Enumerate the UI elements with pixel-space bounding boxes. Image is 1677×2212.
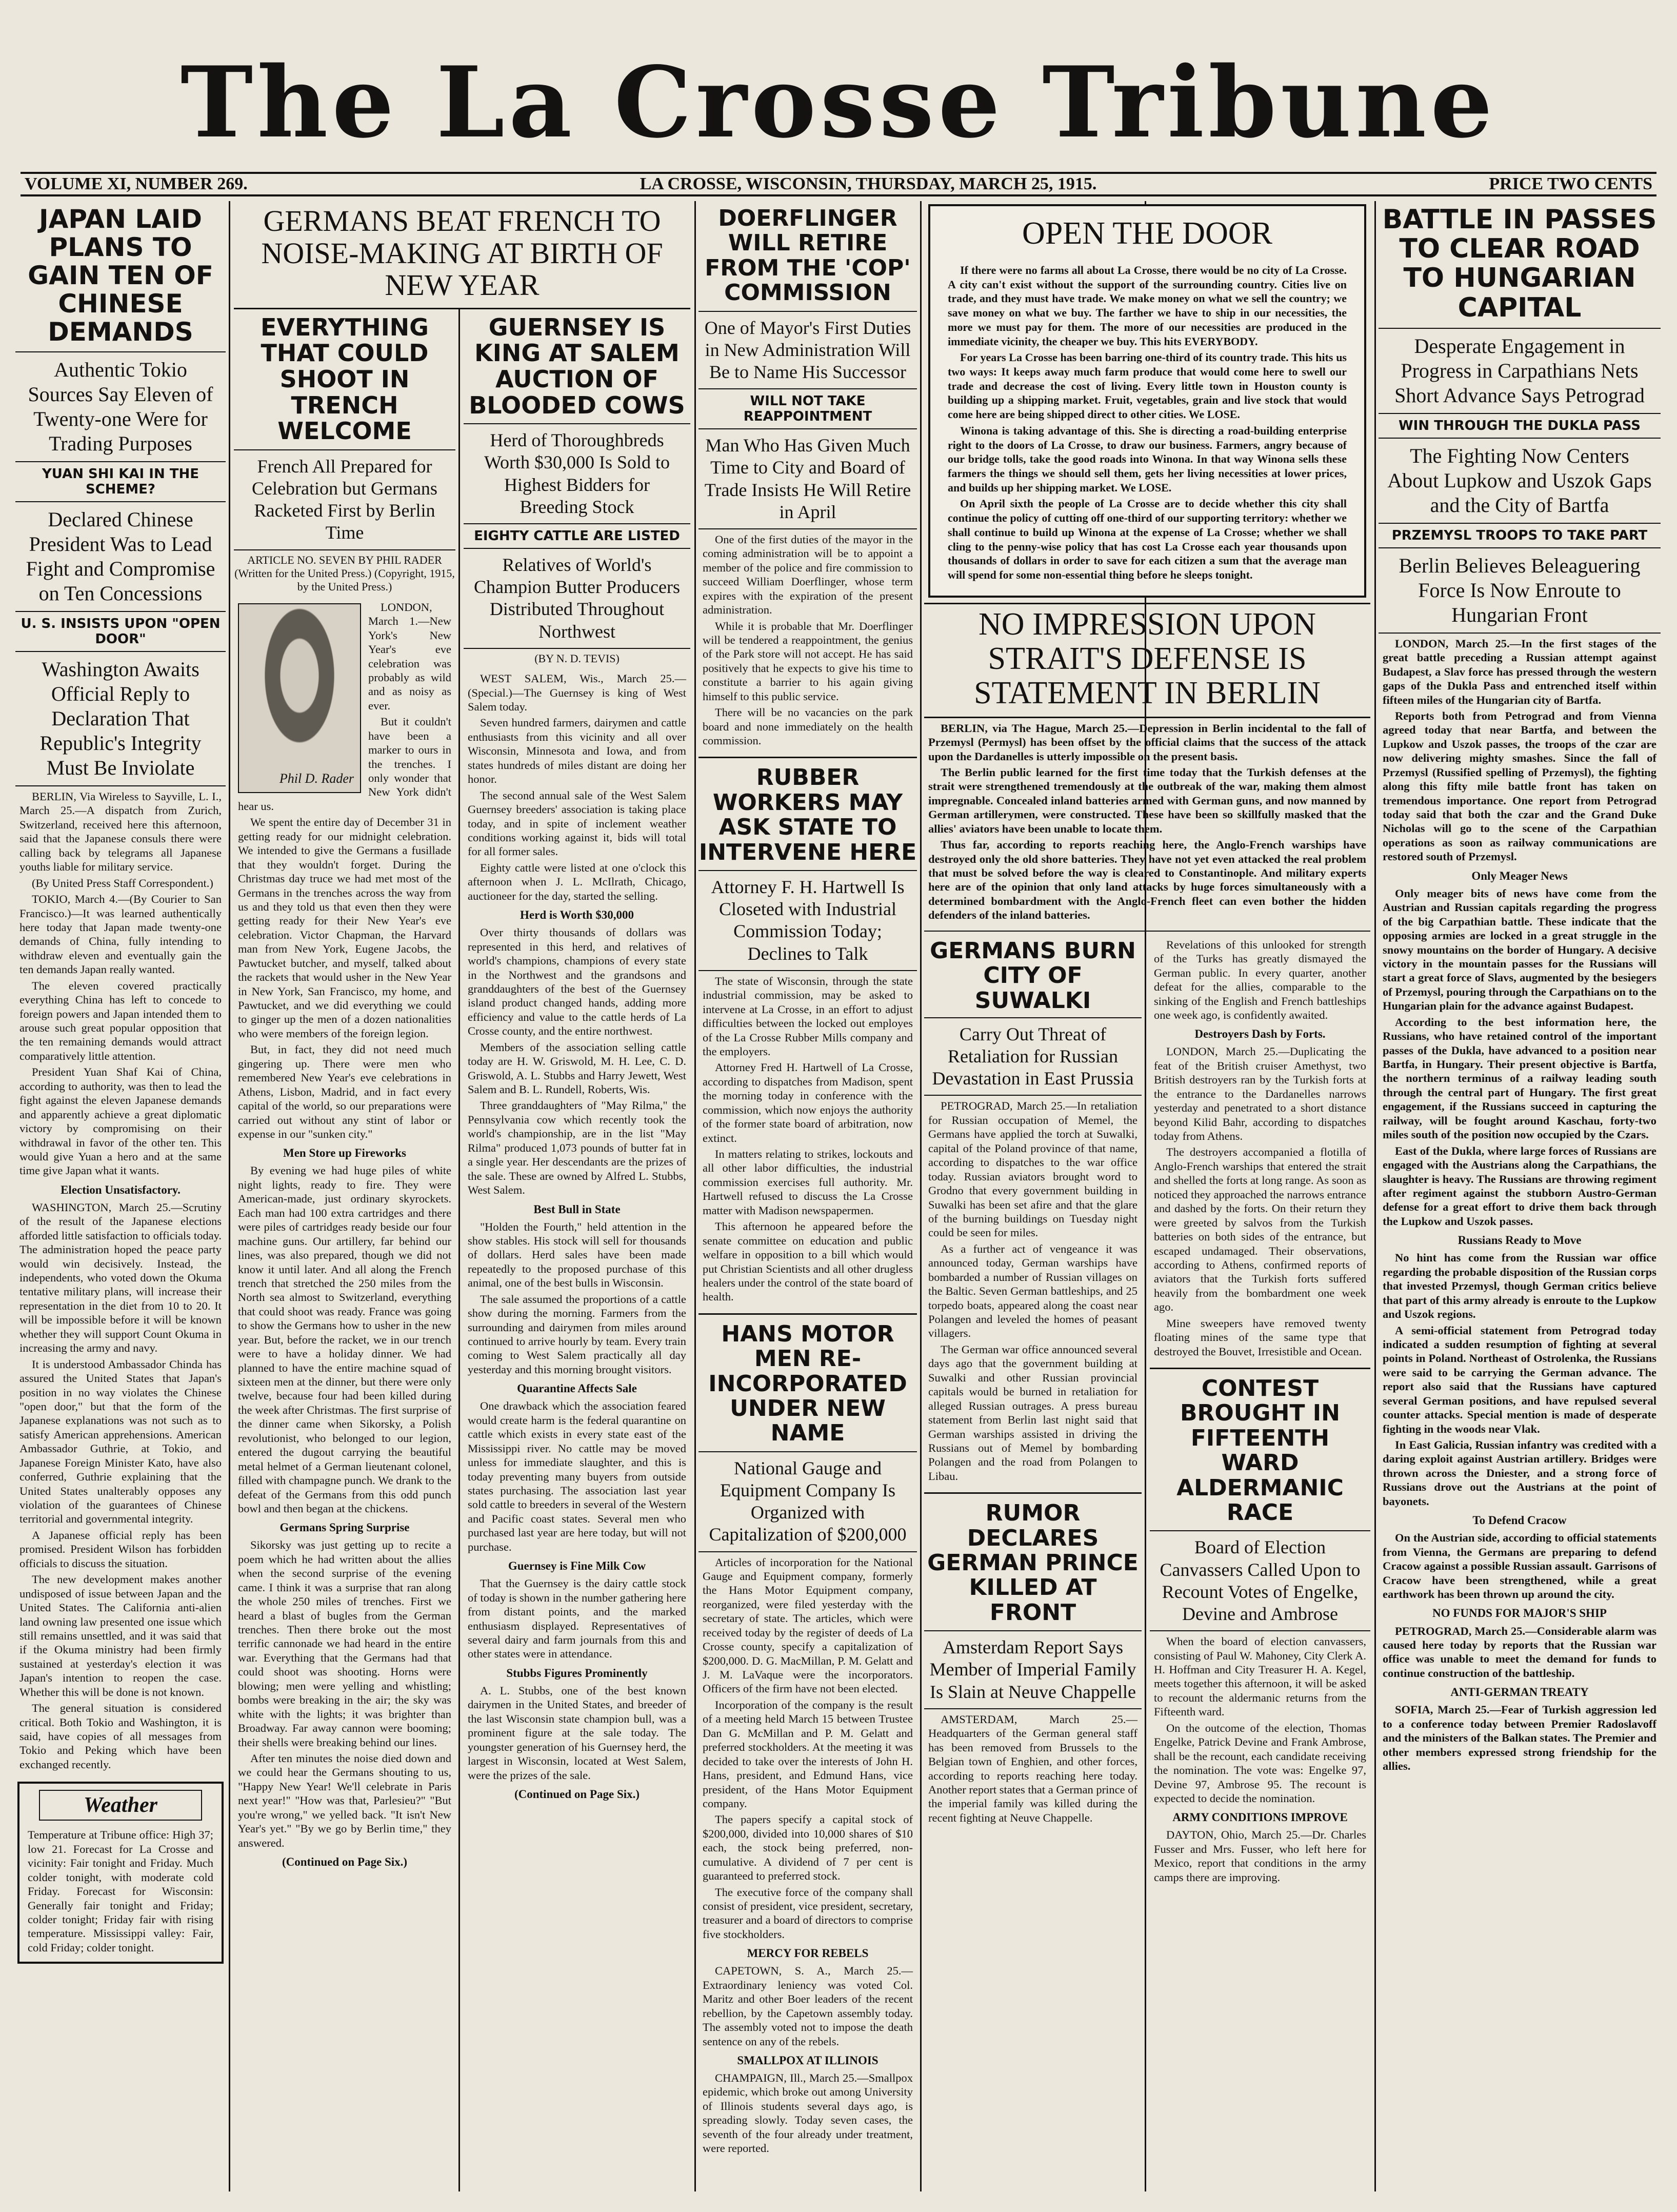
strait-article-body xyxy=(924,718,1370,927)
column-4 xyxy=(698,201,917,2191)
paragraph: The second annual sale of the West Salem Guernsey breeders' association is taking place today, and in spite of inclement weather conditions working against it, bids will total for all former sales. xyxy=(468,788,686,858)
paragraph: Revelations of this unlooked for strength of the Turks has greatly dismayed the German public. In every quarter, another defeat for the allies, comparable to the sinking of the English and French battleships one week ago, is confidently awaited. xyxy=(1154,938,1366,1021)
column-5-6 xyxy=(924,201,1370,2191)
paragraph: On the Austrian side, according to official statements from Vienna, the Germans are preparing to defend Cracow against a possible Russian assault. Garrisons of Cracow have been strengthened, while a great earthwork has been thrown up around the city. xyxy=(1383,1531,1656,1601)
paragraph: Eighty cattle were listed at one o'clock this afternoon when J. L. McIlrath, Chicago, auctioneer for the day, started the selling. xyxy=(468,861,686,902)
paragraph: The eleven covered practically everything China has left to concede to foreign powers and Japan intended them to arouse such great popular opposition that the ten remaining demands would attract comparatively little attention. xyxy=(19,979,222,1062)
crosshead: Stubbs Figures Prominently xyxy=(506,1666,648,1680)
japan-subhead-1: YUAN SHI KAI IN THE SCHEME? xyxy=(15,462,226,502)
crosshead: Best Bull in State xyxy=(533,1202,621,1216)
doerflinger-article-body xyxy=(698,529,917,753)
rubber-deck: Attorney F. H. Hartwell Is Closeted with Industrial Commission Today; Declines to Talk xyxy=(698,871,917,971)
paragraph: AMSTERDAM, March 25.—Headquarters of the German general staff has been removed from Brussels to the Belgian town of Enghien, and other forces, according to reports reaching here today. Another report states that a German prince of the imperial family was killed during the recent fighting at Neuve Chappelle. xyxy=(928,1712,1137,1824)
doerflinger-deck: One of Mayor's First Duties in New Administration Will Be to Name His Successor xyxy=(698,312,917,390)
paragraph: WASHINGTON, March 25.—Scrutiny of the result of the Japanese elections afforded little satisfaction to officials today. The administration hoped the peace party would win decisively. Instead, the independents, who voted down the Okuma tentative military plans, will increase their representation in the diet from 10 to 20. It will be impossible before it will be known whether they will support Count Okuma in increasing the army and navy. xyxy=(19,1200,222,1355)
crosshead: To Defend Cracow xyxy=(1472,1514,1567,1527)
hans-article-body xyxy=(698,1552,917,2161)
paragraph: East of the Dukla, where large forces of Russians are engaged with the Austrians along the Carpathians, the slaughter is heavy. The Russians are throwing regiment after regiment against the stubborn Austro-German defense for a great effort to drive them back through the Lupkow and Uszok passes. xyxy=(1383,1144,1656,1228)
crosshead: Men Store up Fireworks xyxy=(283,1147,406,1160)
paragraph: Mine sweepers have removed twenty floating mines of the same type that destroyed the Bouvet, Irresistible and Ocean. xyxy=(1154,1316,1366,1358)
section-rule xyxy=(1150,1368,1370,1369)
paragraph: Reports both from Petrograd and from Vienna agreed today that near Bartfa, and between the Lupkow and Uszok passes, the troops of the czar are now delivering mighty smashes. Since the fall of Przemysl (Russified spelling of Przemysl), the fighting along this fifty mile battle front has taken on tremendous importance. One report from Petrograd today said that both the czar and the Grand Duke Nicholas will go to the scene of the Carpathian operations as soon as railway communications are restored south of Przemysl. xyxy=(1383,709,1656,863)
column-rule xyxy=(458,309,460,2191)
crosshead: Quarantine Affects Sale xyxy=(517,1382,637,1395)
paragraph: The state of Wisconsin, through the state industrial commission, may be asked to intervene at La Crosse, in an effort to adjust difficulties between the locked out employes of the La Crosse Rubber Mills company and the employers. xyxy=(703,974,913,1058)
contest-headline: CONTEST BROUGHT IN FIFTEENTH WARD ALDERMANIC RACE xyxy=(1150,1373,1370,1531)
brief-headline: SMALLPOX AT ILLINOIS xyxy=(737,2054,879,2067)
crosshead: Destroyers Dash by Forts. xyxy=(1194,1028,1326,1041)
paragraph: After ten minutes the noise died down and we could hear the Germans shouting to us, "Happy New Year! We'll celebrate in Paris next year!" "How was that, Parlesieu?" "But you're wrong," we yelled back. "It isn't New Year's yet." "By we go by Berlin time," they answered. xyxy=(238,1751,451,1849)
paragraph: Sikorsky was just getting up to recite a poem which he had written about the allies when the second surprise of the evening came. I think it was a surprise that ran along the whole 250 miles of trenches. First we heard a blast of bugles from the German trenches. Then there broke out the most terrific cannonade we had heard in the entire war. Everything that the Germans had that could shoot was shooting. Horns were blowing; men were yelling and whistling; bombs were breaking in the air; the sky was white with the lights; it was brighter than Broadway. Far away cannon were booming; their shells were breaking behind our lines. xyxy=(238,1538,451,1749)
battle-deck-2: The Fighting Now Centers About Lupkow and Uszok Gaps and the City of Bartfa xyxy=(1379,439,1661,524)
section-rule xyxy=(924,931,1370,932)
battle-deck-3: Berlin Believes Beleaguering Force Is Now Enroute to Hungarian Front xyxy=(1379,548,1661,634)
battle-deck: Desperate Engagement in Progress in Carpathians Nets Short Advance Says Petrograd xyxy=(1379,329,1661,414)
everything-headline: EVERYTHING THAT COULD SHOOT IN TRENCH WELCOME xyxy=(234,309,455,450)
guernsey-deck: Herd of Thoroughbreds Worth $30,000 Is Sold to Highest Bidders for Breeding Stock xyxy=(464,424,690,524)
byline: ARTICLE NO. SEVEN BY PHIL RADER (Written for the United Press.) (Copyright, 1915, by the United Press.) xyxy=(234,553,455,594)
byline: (BY N. D. TEVIS) xyxy=(534,651,620,665)
japan-deck-3: Washington Awaits Official Reply to Declaration That Republic's Integrity Must Be Inviolate xyxy=(15,652,226,786)
hans-deck: National Gauge and Equipment Company Is Organized with Capitalization of $200,000 xyxy=(698,1452,917,1552)
paragraph: Only meager bits of news have come from the Austrian and Russian capitals regarding the progress of the big Carpathian battle. These indicate that the opposing armies are locked in a great struggle in the snowy mountains on the border of Hungary. A decisive victory in the mountain passes for the Russians will start a great force of Slavs, augmented by the besiegers of Przemysl, pouring through the Carpathians on to the Hungarian plain for the advance against Budapest. xyxy=(1383,886,1656,1013)
portrait-photo xyxy=(238,603,361,793)
editorial-title: OPEN THE DOOR xyxy=(1022,216,1272,251)
guernsey-deck-2: Relatives of World's Champion Butter Producers Distributed Throughout Northwest xyxy=(464,549,690,649)
japan-article-body xyxy=(15,786,226,1776)
paragraph: WEST SALEM, Wis., March 25.—(Special.)—The Guernsey is king of West Salem today. xyxy=(468,672,686,714)
doerflinger-headline: DOERFLINGER WILL RETIRE FROM THE 'COP' COMMISSION xyxy=(698,201,917,312)
paragraph: The general situation is considered critical. Both Tokio and Washington, it is said, have copies of all messages from Tokio and Peking which have been exchanged recently. xyxy=(19,1702,222,1771)
paragraph: That the Guernsey is the dairy cattle stock of today is shown in the number gathering here from distant points, and the marked enthusiasm displayed. Representatives of several dairy and farm journals from this and other states were in attendance. xyxy=(468,1577,686,1661)
column-rule xyxy=(694,201,696,2191)
section-rule xyxy=(924,1492,1142,1494)
paragraph: Incorporation of the company is the result of a meeting held March 15 between Trustee Dan G. McMillan and P. M. Gelatt and preferred stockholders. At the meeting it was decided to take over the interests of John H. Hans, president, and Edmund Hans, vice president, of the Hans Motor Equipment company. xyxy=(703,1698,913,1810)
paragraph: The German war office announced several days ago that the government building at Suwalki and other Russian provincial capitals would be burned in retaliation for alleged Russian outrages. A press bureau statement from Berlin last night said that German warships assisted in driving the Russians out of Memel by bombarding Polangen and the road from Polangen to Libau. xyxy=(928,1342,1137,1483)
paragraph: The executive force of the company shall consist of president, vice president, secretary, treasurer and a board of directors to comprise five stockholders. xyxy=(703,1885,913,1941)
prince-article-body xyxy=(924,1709,1142,1830)
paragraph: A. L. Stubbs, one of the best known dairymen in the United States, and breeder of the last Wisconsin state champion bull, was a prominent figure at the sale today. The youngster generation of his Guernsey herd, the largest in Wisconsin, located at West Salem, were the prizes of the sale. xyxy=(468,1684,686,1782)
brief-headline: ANTI-GERMAN TREATY xyxy=(1450,1686,1589,1699)
suwalki-headline: GERMANS BURN CITY OF SUWALKI xyxy=(924,935,1142,1018)
continued-line: (Continued on Page Six.) xyxy=(282,1855,408,1869)
strait-headline: NO IMPRESSION UPON STRAIT'S DEFENSE IS STATEMENT IN BERLIN xyxy=(924,603,1370,718)
column-rule xyxy=(229,201,230,2191)
paragraph: Thus far, according to reports reaching here, the Anglo-French warships have destroyed only the old shore batteries. They have not yet even attacked the real problem that must be solved before the way is cleared to Constantinople. And military experts here are of the opinion that only land attacks by huge forces simultaneously with a determined bombardment with the Anglo-French fleet can even bother the hidden defenders of the inland batteries. xyxy=(928,838,1366,922)
japan-deck-2: Declared Chinese President Was to Lead Fight and Compromise on Ten Concessions xyxy=(15,502,226,612)
crosshead: Guernsey is Fine Milk Cow xyxy=(508,1559,646,1573)
paragraph: LONDON, March 1.—New York's New Year's eve celebration was probably as wild and as noisy as ever. xyxy=(368,600,451,712)
paragraph: There will be no vacancies on the park board and none immediately on the health commission. xyxy=(703,706,913,747)
doerflinger-deck-2: Man Who Has Given Much Time to City and Board of Trade Insists He Will Retire in April xyxy=(698,429,917,529)
paragraph: On the outcome of the election, Thomas Engelke, Patrick Devine and Frank Ambrose, shall be the recount, each candidate receiving the nomination. The vote was: Engelke 97, Devine 97, Ambrose 95. The recount is expected to decide the nomination. xyxy=(1154,1721,1366,1805)
weather-body: Temperature at Tribune office: High 37; low 21. Forecast for La Crosse and vicinity: Fair tonight and Friday. Much colder tonight, with moderate cold Friday. Forecast for Wisconsin: Generally fair tonight and Friday; colder tonight; Friday fair with rising temperature. Mississippi valley: Fair, cold Friday; colder tonight. xyxy=(28,1828,213,1954)
paragraph: According to the best information here, the Russians, who have retained control of the important passes of the Dukla, have advanced to a position near Bartfa, in Hungary. Their present objective is Bartfa, the northern terminus of a railway leading south through the central part of Hungary. The first great engagement, if the Russians succeed in capturing the railway, will be fought around Kaschau, forty-two miles south of the position now occupied by the Czars. xyxy=(1383,1015,1656,1141)
rubber-headline: RUBBER WORKERS MAY ASK STATE TO INTERVENE HERE xyxy=(698,762,917,871)
column-rule xyxy=(1145,935,1146,2063)
paragraph: We spent the entire day of December 31 in getting ready for our midnight celebration. We intended to give the Germans a fusillade that they wouldn't forget. During the Christmas day truce we had met most of the Germans in the trenches across the way from us and they told us that even then they were getting ready for their New Year's eve celebration. Victor Chapman, the Harvard man from New York, Eugene Jacobs, the Pawtucket butcher, and myself, talked about the rackets that would usher in the New Year in New York, San Francisco, my home, and Pawtucket, and we did everything we could to ginger up the men of a dozen nationalities who were members of the foreign legion. xyxy=(238,816,451,1040)
weather-title: Weather xyxy=(39,1790,202,1821)
editorial-body xyxy=(944,260,1351,587)
paragraph: This afternoon he appeared before the senate committee on education and public welfare in opposition to a bill which would put Christian Scientists and all other drugless healers under the control of the state board of health. xyxy=(703,1220,913,1304)
paragraph: When the board of election canvassers, consisting of Paul W. Mahoney, City Clerk A. H. Hoffman and City Treasurer H. A. Kegel, meets together this afternoon, it will be asked to recount the aldermanic returns from the Fifteenth ward. xyxy=(1154,1635,1366,1719)
rubber-article-body xyxy=(698,971,917,1309)
column-1 xyxy=(15,201,226,2191)
paragraph: While it is probable that Mr. Doerflinger will be tendered a reappointment, the genius of the Park store will not accept. He has said positively that he expects to give his time to constitute a barrier to his again giving himself to this public service. xyxy=(703,619,913,703)
volume-number: VOLUME XI, NUMBER 269. xyxy=(25,174,248,193)
paragraph: DAYTON, Ohio, March 25.—Dr. Charles Fusser and Mrs. Fusser, who left here for Mexico, report that conditions in the army camps there are improving. xyxy=(1154,1828,1366,1884)
paragraph: One of the first duties of the mayor in the coming administration will be to appoint a member of the police and fire commission to succeed William Doerflinger, whose term expires with the expiration of the present administration. xyxy=(703,532,913,617)
paragraph: No hint has come from the Russian war office regarding the probable disposition of the Russian corps that invested Przemysl, though German critics believe that part of this army already is enroute to the Lupkow and Uszok regions. xyxy=(1383,1251,1656,1321)
column-rule xyxy=(920,201,922,2191)
price: PRICE TWO CENTS xyxy=(1489,174,1652,193)
contest-deck: Board of Election Canvassers Called Upon to Recount Votes of Engelke, Devine and Ambrose xyxy=(1150,1531,1370,1631)
battle-article-body xyxy=(1379,634,1661,1779)
weather-box xyxy=(17,1782,224,1964)
newspaper-title: The La Crosse Tribune xyxy=(180,45,1497,160)
paragraph: A Japanese official reply has been promised. President Wilson has forbidden officials to discuss the situation. xyxy=(19,1528,222,1570)
paragraph: If there were no farms all about La Crosse, there would be no city of La Crosse. A city can't exist without the support of the surrounding country. Cities live on trade, and they must have trade. We make money on what we sell the country; we save money on what we buy. The farther we have to ship in our necessities, the more we must pay for them. The more of our necessities are produced in the immediate vicinity, the cheaper we buy. This hits EVERYBODY. xyxy=(948,263,1347,348)
hans-headline: HANS MOTOR MEN RE-INCORPORATED UNDER NEW NAME xyxy=(698,1319,917,1452)
continued-line: (Continued on Page Six.) xyxy=(514,1788,640,1801)
suwalki-and-prince xyxy=(924,935,1142,2063)
guernsey-article xyxy=(464,309,690,2191)
two-column-block xyxy=(924,935,1370,2063)
paragraph: Three granddaughters of "May Rilma," the Pennsylvania cow which recently took the world's championship, are in the list "May Rilma" produced 1,073 pounds of butter fat in a single year. Her descendants are the prizes of the sale. These are owned by Alfred L. Stubbs, West Salem. xyxy=(468,1099,686,1197)
paragraph: LONDON, March 25.—Duplicating the feat of the British cruiser Amethyst, two British destroyers ran by the Turkish forts at the entrance to the Dardanelles narrows yesterday and penetrated to a short distance beyond Kilid Bahr, according to dispatches today from Athens. xyxy=(1154,1045,1366,1143)
prince-headline: RUMOR DECLARES GERMAN PRINCE KILLED AT FRONT xyxy=(924,1498,1142,1631)
suwalki-article-body xyxy=(924,1096,1142,1488)
paragraph: President Yuan Shaf Kai of China, according to authority, was then to lead the fight against the eleven Japanese demands and apparently achieve a great diplomatic victory by compromising on their withdrawal in favor of the other ten. This would give Yuan a hero and at the same time give Japan what it wants. xyxy=(19,1065,222,1177)
paragraph: (By United Press Staff Correspondent.) xyxy=(32,876,213,890)
paragraph: The destroyers accompanied a flotilla of Anglo-French warships that entered the strait and shelled the forts at long range. As soon as noticed they approached the narrows entrance and dashed by the forts. On their return they were greeted by salvos from the Turkish batteries on both sides of the entrance, but escaped undamaged. Their observations, according to Athens, confirmed reports of aviators that the Turkish forts suffered heavily from the bombardment one week ago. xyxy=(1154,1146,1366,1314)
paragraph: Articles of incorporation for the National Gauge and Equipment company, formerly the Hans Motor Equipment company, reorganized, were filed yesterday with the secretary of state. The articles, which were received today by the register of deeds of La Crosse county, specify a capitalization of $200,000. D. G. MacMillan, P. M. Gelatt and J. M. LaVaque were the incorporators. Officers of the firm have not been elected. xyxy=(703,1555,913,1695)
paragraph: The Berlin public learned for the first time today that the Turkish defenses at the strait were strengthened tremendously at the outbreak of the war, making them almost impregnable. Concealed inland batteries armed with German guns, and now manned by German artillerymen, were constructed. These have been so skillfully masked that the allies' aviators have been unable to locate them. xyxy=(928,765,1366,835)
column-7 xyxy=(1379,201,1661,2191)
paragraph: One drawback which the association feared would create harm is the federal quarantine on cattle which exists in every state east of the Mississippi river. No cattle may be moved unless for immediate slaughter, and this is today preventing many buyers from outside states purchasing. The association last year sold cattle to breeders in several of the Western and Pacific coast states. Several men who purchased last year are here today, but will not purchase. xyxy=(468,1399,686,1553)
paragraph: In matters relating to strikes, lockouts and all other labor difficulties, the industrial commission exercises full authority. Mr. Hartwell refused to discuss the La Crosse matter with Madison newspapermen. xyxy=(703,1148,913,1217)
open-the-door-editorial xyxy=(928,204,1366,598)
paragraph: Seven hundred farmers, dairymen and cattle enthusiasts from this vicinity and all over Wisconsin, Minnesota and Iowa, and from states hundreds of miles distant are doing her honor. xyxy=(468,716,686,786)
paragraph: The new development makes another undisposed of issue between Japan and the United States. The California anti-alien land owning law presented one issue which still remains unsettled, and it was said that if the Okuma ministry had been firmly sustained at yesterday's election it was Japan's intention to reopen the case. Whether this will be done is not known. xyxy=(19,1573,222,1698)
crosshead: Only Meager News xyxy=(1471,869,1568,882)
column-2-3 xyxy=(234,201,690,2191)
crosshead: Russians Ready to Move xyxy=(1458,1234,1582,1247)
paragraph: "Holden the Fourth," held attention in the show stables. His stock will sell for thousands of dollars. Herd sales have been made repeatedly to the proposed purchase of this animal, one of the best bulls in Wisconsin. xyxy=(468,1220,686,1290)
turks-and-contest xyxy=(1150,935,1370,2063)
folio-line xyxy=(21,172,1656,196)
doerflinger-subhead: WILL NOT TAKE REAPPOINTMENT xyxy=(698,389,917,429)
everything-deck: French All Prepared for Celebration but Germans Racketed First by Berlin Time xyxy=(234,450,455,550)
japan-subhead-2: U. S. INSISTS UPON "OPEN DOOR" xyxy=(15,612,226,652)
crosshead: Germans Spring Surprise xyxy=(279,1521,410,1534)
paragraph: Winona is taking advantage of this. She is directing a road-building enterprise right to the doors of La Crosse, to draw our business. Farmers, angry because of our bridge tolls, take the good roads into Winona. In that way Winona sells these farmers the things we should sell them, gets her living necessities at lower prices, and builds up her shipping market. We LOSE. xyxy=(948,424,1347,494)
paragraph: TOKIO, March 4.—(By Courier to San Francisco.)—It was learned authentically here today that Japan made twenty-one demands of China, fully intending to withdraw eleven and eventually gain the ten demands Japan really wanted. xyxy=(19,893,222,976)
paragraph: Attorney Fred H. Hartwell of La Crosse, according to dispatches from Madison, spent the morning today in conference with the commission, which now enjoys the authority of the former state board of arbitration, now extinct. xyxy=(703,1061,913,1144)
paragraph: But, in fact, they did not need much gingering up. There were men who remembered New Year's eve celebrations in Athens, Lisbon, Madrid, and in fact every capital of the world, so our preparations were carried out without any stint of labor or expense in our "sunken city." xyxy=(238,1043,451,1140)
masthead xyxy=(36,45,1641,160)
guernsey-headline: GUERNSEY IS KING AT SALEM AUCTION OF BLOODED COWS xyxy=(464,309,690,424)
paragraph: By evening we had huge piles of white night lights, ready to fire. They were American-made, just ordinary skyrockets. Each man had 100 extra cartridges and there were piles of cartridges ready beside our four machine guns. Our artillery, far behind our lines, was also prepared, though we did not know it until later. And all along the French trench that stretched the 250 miles from the North sea almost to Switzerland, everything that could shoot was ready. France was going to show the Germans how to usher in the new year. But, before the racket, we in our trench were to have a holiday dinner. We had planned to have the entire machine squad of sixteen men at the dinner, but there were only twelve, because four had been killed during the week after Christmas. The first surprise of the dinner came when Sikorsky, a Polish revolutionist, who belonged to our legion, entered the dugout carrying the beautiful metal helmet of a German lieutenant colonel, filled with champagne punch. We drank to the defeat of the Germans from this odd punch bowl and then began at the chickens. xyxy=(238,1164,451,1515)
paragraph: LONDON, March 25.—In the first stages of the great battle preceding a Russian attempt against Budapest, a Slav force has pressed through the western gaps of the Dukla Pass and entrenched itself within fifteen miles of the Hungarian city of Bartfa. xyxy=(1383,637,1656,706)
paragraph: On April sixth the people of La Crosse are to decide whether this city shall continue the policy of cutting off one-third of our supporting territory: whether we shall continue to build up Winona at the expense of La Crosse; whether we shall cling to the penny-wise policy that has cost La Crosse each year thousands upon thousands of dollars in order to save for each citizen a sum that the average man will spend for some non-essential thing before he sleeps tonight. xyxy=(948,497,1347,582)
crosshead: Herd is Worth $30,000 xyxy=(520,908,634,922)
paragraph: PETROGRAD, March 25.—In retaliation for Russian occupation of Memel, the Germans have applied the torch at Suwalki, capital of the Poland province of that name, according to dispatches to the war office today. Russian aviators brought word to Grodno that every government building in Suwalki has been set afire and that the glare of the burning buildings on Tuesday night could be seen for miles. xyxy=(928,1099,1137,1239)
paragraph: A semi-official statement from Petrograd today indicated a sudden resumption of fighting at several points in Poland. Northeast of Ostrolenka, the Russians were said to be carrying the German advance. The report also said that the Russians have captured several German positions, and have repulsed several counter attacks. Special mention is made of desperate fighting in the woods near Vlak. xyxy=(1383,1324,1656,1435)
section-rule xyxy=(698,1313,917,1315)
section-rule xyxy=(698,757,917,758)
paragraph: For years La Crosse has been barring one-third of its country trade. This hits us two ways: It keeps away much farm produce that would come here to swell our trade and decrease the cost of living. Every little town in Houston county is building up a shipping market. Fruit, vegetables, grain and live stock that would come here are being shipped direct to other cities. We LOSE. xyxy=(948,351,1347,421)
paragraph: SOFIA, March 25.—Fear of Turkish aggression led to a conference today between Premier Radoslavoff and the ministers of the Balkan states. The Premier and other members expressed strong friendship for the allies. xyxy=(1383,1703,1656,1773)
paragraph: CHAMPAIGN, Ill., March 25.—Smallpox epidemic, which broke out among University of Illinois students several days ago, is spreading slowly. Today seven cases, the seventh of the four already under treatment, were reported. xyxy=(703,2071,913,2155)
paragraph: Members of the association selling cattle today are H. W. Griswold, M. H. Lee, C. D. Griswold, A. L. Stubbs and Harry Jewett, West Salem and B. L. Rundell, Roberts, Wis. xyxy=(468,1040,686,1096)
paragraph: CAPETOWN, S. A., March 25.—Extraordinary leniency was voted Col. Maritz and other Boer leaders of the recent rebellion, by the Capetown assembly today. The assembly voted not to impose the death sentence on any of the rebels. xyxy=(703,1964,913,2048)
two-column-block xyxy=(234,309,690,2191)
paragraph: The sale assumed the proportions of a cattle show during the morning. Farmers from the surrounding and dairymen from miles around continued to arrive hourly by team. Every train coming to West Salem practically all day yesterday and this morning brought visitors. xyxy=(468,1292,686,1376)
paragraph: The papers specify a capital stock of $200,000, divided into 10,000 shares of $10 each, the stock being preferred, non-cumulative. A dividend of 7 per cent is guaranteed to preferred stock. xyxy=(703,1813,913,1883)
paragraph: It is understood Ambassador Chinda has assured the United States that Japan's position in no way violates the Chinese "open door," but that the form of the Japanese explanations was not such as to satisfy American apprehensions. American Ambassador Guthrie, at Tokio, and Japanese Foreign Minister Kato, have also conferred, Guthrie explaining that the United States unalterably opposes any violation of the guarantees of Chinese territorial and governmental integrity. xyxy=(19,1357,222,1526)
brief-headline: NO FUNDS FOR MAJOR'S SHIP xyxy=(1432,1607,1607,1620)
germans-headline: GERMANS BEAT FRENCH TO NOISE-MAKING AT BIRTH OF NEW YEAR xyxy=(234,201,690,309)
battle-subhead-1: WIN THROUGH THE DUKLA PASS xyxy=(1379,414,1661,439)
everything-article-body xyxy=(234,597,455,1875)
paragraph: PETROGRAD, March 25.—Considerable alarm was caused here today by reports that the Russian war office was unable to meet the demand for funds to continue construction of the battleship. xyxy=(1383,1624,1656,1680)
battle-subhead-2: PRZEMYSL TROOPS TO TAKE PART xyxy=(1379,524,1661,548)
crosshead: Election Unsatisfactory. xyxy=(61,1183,181,1196)
photo-caption: Phil D. Rader xyxy=(279,771,354,786)
brief-headline: ARMY CONDITIONS IMPROVE xyxy=(1172,1811,1348,1824)
paragraph: BERLIN, via The Hague, March 25.—Depression in Berlin incidental to the fall of Przemysl (Permysl) has been offset by the official claims that the success of the attack upon the Dardanelles is utterly impossible on the present basis. xyxy=(928,721,1366,763)
guernsey-article-body xyxy=(464,668,690,1808)
dateline: LA CROSSE, WISCONSIN, THURSDAY, MARCH 25, 1915. xyxy=(640,174,1097,193)
prince-deck: Amsterdam Report Says Member of Imperial Family Is Slain at Neuve Chappelle xyxy=(924,1631,1142,1709)
turks-article-body xyxy=(1150,935,1370,1364)
contest-article-body xyxy=(1150,1631,1370,1889)
suwalki-deck: Carry Out Threat of Retaliation for Russian Devastation in East Prussia xyxy=(924,1018,1142,1096)
japan-deck: Authentic Tokio Sources Say Eleven of Twenty-one Were for Trading Purposes xyxy=(15,352,226,462)
paragraph: In East Galicia, Russian infantry was credited with a daring exploit against Austrian artillery. Bridges were thrown across the Dniester, and a strong force of Russians drove out the Austrians at the point of bayonets. xyxy=(1383,1438,1656,1508)
paragraph: As a further act of vengeance it was announced today, German warships have bombarded a number of Russian villages on the Baltic. Seven German battleships, and 25 torpedo boats, appeared along the coast near Polangen and leveled the homes of peasant villagers. xyxy=(928,1242,1137,1340)
paragraph: BERLIN, Via Wireless to Sayville, L. I., March 25.—A dispatch from Zurich, Switzerland, received here this afternoon, said that the Japanese consuls there were calling back by telegrams all Japanese youths liable for military service. xyxy=(19,790,222,874)
paragraph: But it couldn't have been a marker to ours in the trenches. I only wonder that New York didn't hear us. xyxy=(238,715,451,813)
brief-headline: MERCY FOR REBELS xyxy=(747,1947,869,1960)
guernsey-subhead: EIGHTY CATTLE ARE LISTED xyxy=(464,524,690,549)
japan-headline: JAPAN LAID PLANS TO GAIN TEN OF CHINESE DEMANDS xyxy=(15,201,226,352)
column-rule xyxy=(1374,201,1376,2191)
everything-article xyxy=(234,309,455,2191)
battle-headline: BATTLE IN PASSES TO CLEAR ROAD TO HUNGARIAN CAPITAL xyxy=(1379,201,1661,329)
paragraph: Over thirty thousands of dollars was represented in this herd, and relatives of world's champions, champions of every state in the Northwest and the grandsons and granddaughters of the best of the Guernsey island product changed hands, adding more efficiency and value to the cattle herds of La Crosse county, and the entire northwest. xyxy=(468,926,686,1038)
